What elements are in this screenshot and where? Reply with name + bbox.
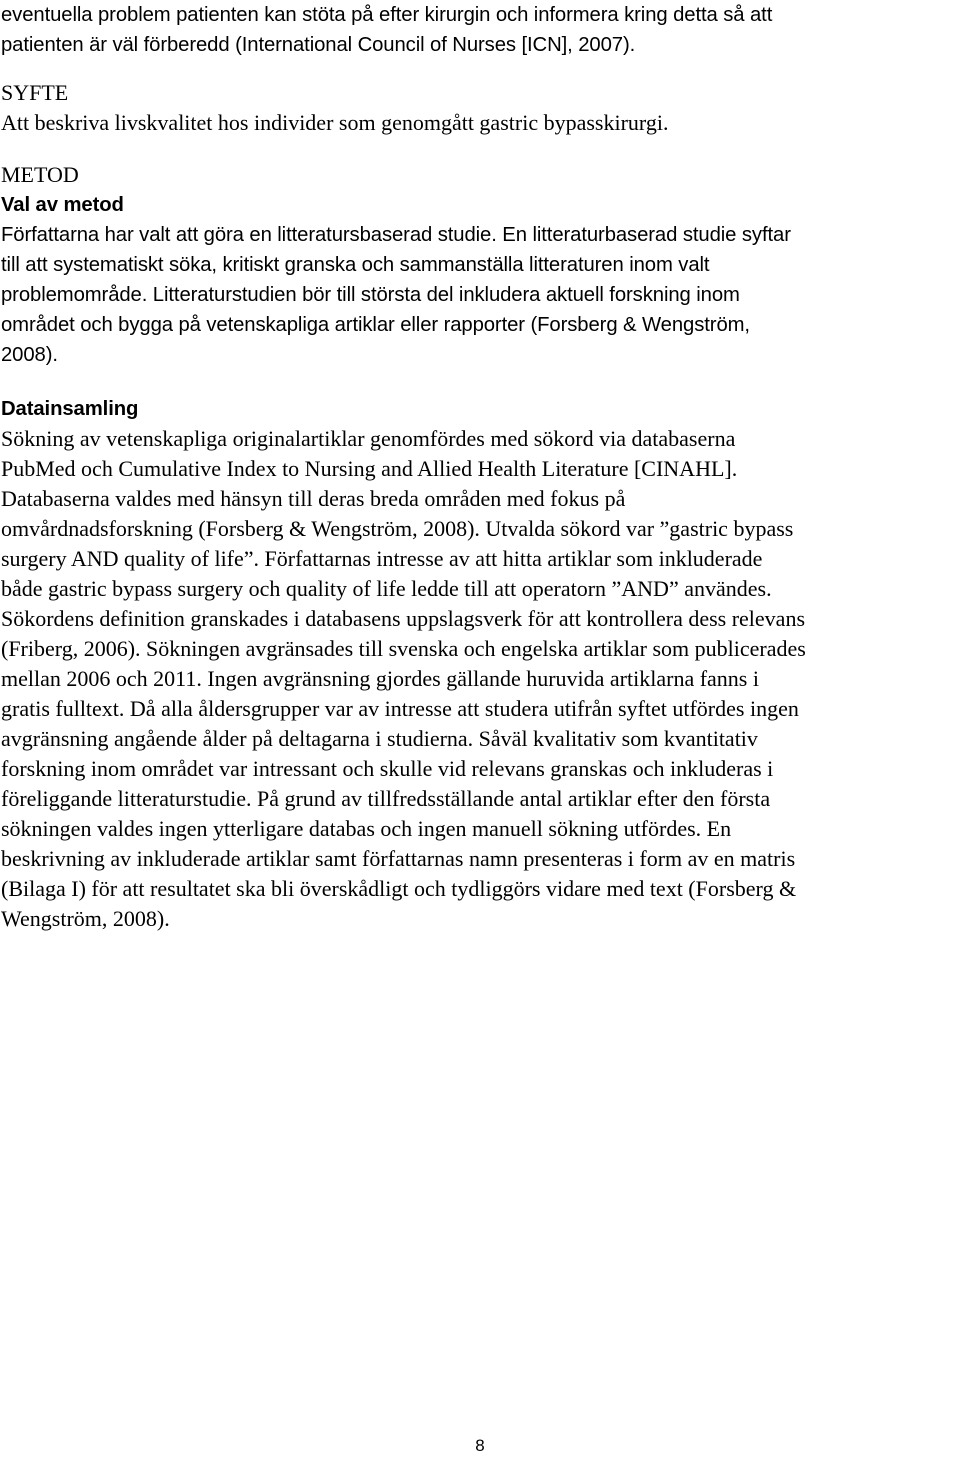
datainsamling-heading: Datainsamling — [1, 398, 139, 420]
intro-line-1: eventuella problem patienten kan stöta på efter kirurgin och informera kring detta så att — [1, 4, 773, 26]
metod-line-1: Författarna har valt att göra en litteratursbaserad studie. En litteraturbaserad studie syftar — [1, 224, 791, 246]
page-number: 8 — [475, 1436, 485, 1455]
datainsamling-line-17: Wengström, 2008). — [1, 906, 170, 931]
datainsamling-line-4: omvårdnadsforskning (Forsberg & Wengström, 2008). Utvalda sökord var ”gastric bypass — [1, 516, 794, 541]
datainsamling-line-2: PubMed och Cumulative Index to Nursing and Allied Health Literature [CINAHL]. — [1, 456, 738, 481]
metod-line-5: 2008). — [1, 344, 58, 366]
syfte-text: Att beskriva livskvalitet hos individer som genomgått gastric bypasskirurgi. — [1, 110, 669, 135]
datainsamling-line-5: surgery AND quality of life”. Författarnas intresse av att hitta artiklar som inkluderade — [1, 546, 763, 571]
metod-line-4: området och bygga på vetenskapliga artiklar eller rapporter (Forsberg & Wengström, — [1, 314, 750, 336]
datainsamling-line-7: Sökordens definition granskades i databasens uppslagsverk för att kontrollera dess relevans — [1, 606, 806, 631]
datainsamling-line-8: (Friberg, 2006). Sökningen avgränsades till svenska och engelska artiklar som publicerades — [1, 636, 806, 661]
datainsamling-paragraph — [1, 424, 960, 934]
metod-line-2: till att systematiskt söka, kritiskt granska och sammanställa litteraturen inom valt — [1, 254, 710, 276]
intro-paragraph — [1, 0, 960, 60]
datainsamling-line-10: gratis fulltext. Då alla åldersgrupper var av intresse att studera utifrån syftet utfördes ingen — [1, 696, 799, 721]
metod-section — [1, 190, 960, 370]
datainsamling-line-15: beskrivning av inkluderade artiklar samt författarnas namn presenteras i form av en matris — [1, 846, 796, 871]
datainsamling-line-1: Sökning av vetenskapliga originalartiklar genomfördes med sökord via databaserna — [1, 426, 736, 451]
metod-line-3: problemområde. Litteraturstudien bör till största del inkludera aktuell forskning inom — [1, 284, 740, 306]
datainsamling-line-12: forskning inom området var intressant och skulle vid relevans granskas och inkluderas i — [1, 756, 774, 781]
datainsamling-line-13: föreliggande litteraturstudie. På grund av tillfredsställande antal artiklar efter den första — [1, 786, 771, 811]
metod-heading-block — [1, 160, 960, 190]
datainsamling-line-9: mellan 2006 och 2011. Ingen avgränsning gjordes gällande huruvida artiklarna fanns i — [1, 666, 759, 691]
datainsamling-line-16: (Bilaga I) för att resultatet ska bli överskådligt och tydliggörs vidare med text (Forsberg & — [1, 876, 797, 901]
datainsamling-line-11: avgränsning angående ålder på deltagarna i studierna. Såväl kvalitativ som kvantitativ — [1, 726, 758, 751]
datainsamling-line-14: sökningen valdes ingen ytterligare databas och ingen manuell sökning utfördes. En — [1, 816, 732, 841]
syfte-heading: SYFTE — [1, 80, 69, 105]
intro-line-2: patienten är väl förberedd (International Council of Nurses [ICN], 2007). — [1, 34, 636, 56]
datainsamling-line-6: både gastric bypass surgery och quality of life ledde till att operatorn ”AND” användes. — [1, 576, 772, 601]
syfte-section — [1, 78, 960, 138]
metod-heading: METOD — [1, 162, 79, 187]
metod-subheading: Val av metod — [1, 194, 124, 216]
datainsamling-line-3: Databaserna valdes med hänsyn till deras breda områden med fokus på — [1, 486, 626, 511]
datainsamling-heading-block — [1, 394, 960, 424]
